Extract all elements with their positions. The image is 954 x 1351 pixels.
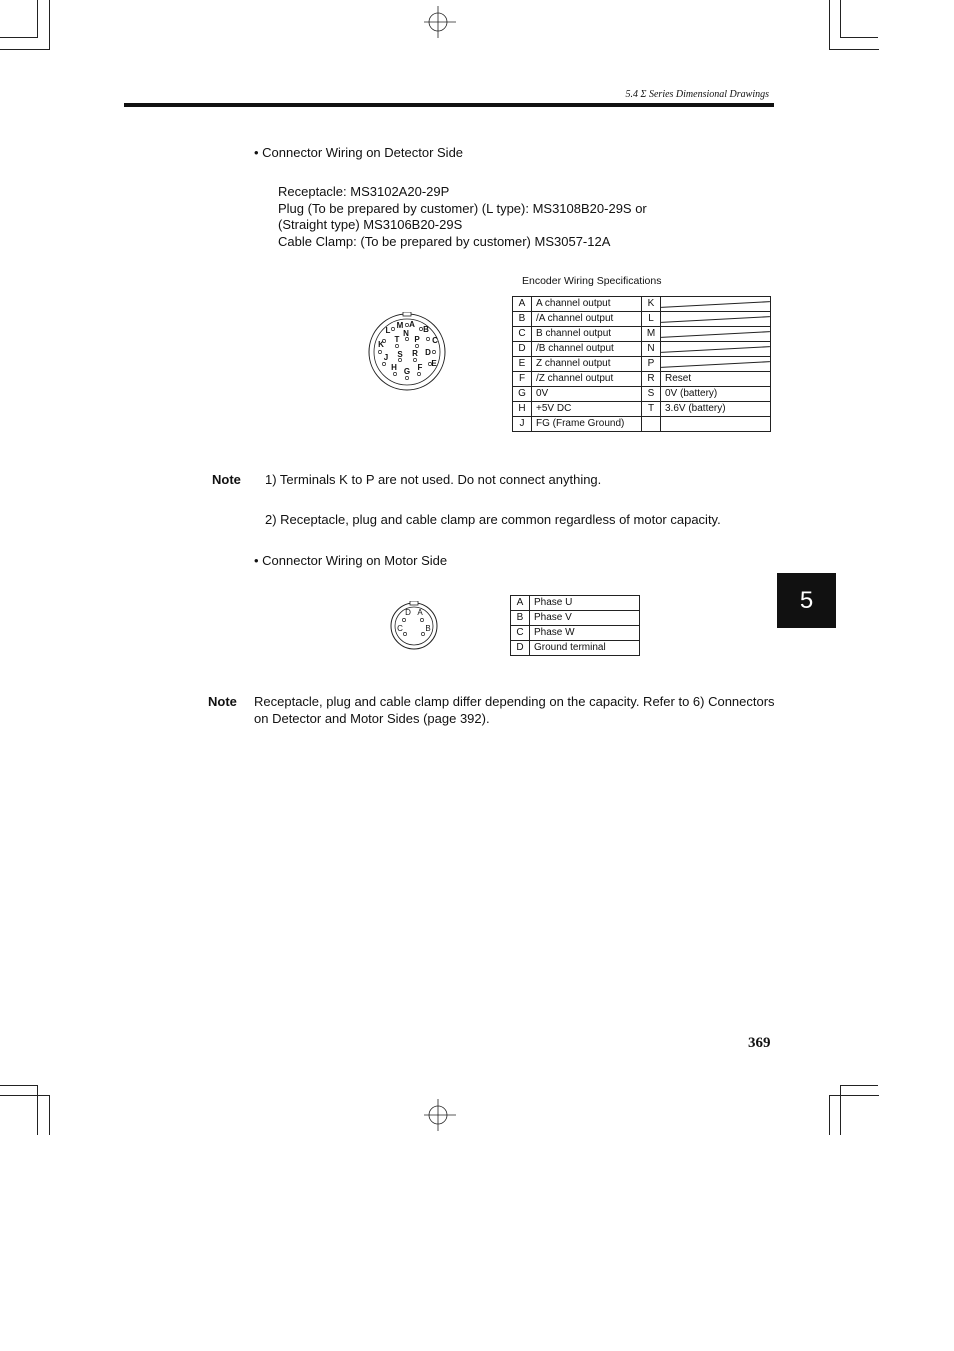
pin-label: H xyxy=(391,363,397,372)
crop-mark xyxy=(49,0,50,50)
detector-line: Cable Clamp: (To be prepared by customer) MS3057-12A xyxy=(278,234,611,249)
signal-cell: Phase V xyxy=(530,611,640,626)
pin-cell: D xyxy=(511,641,530,656)
pin-label: C xyxy=(397,624,403,633)
signal-cell: B channel output xyxy=(532,327,642,342)
crop-mark xyxy=(0,49,50,50)
crop-mark xyxy=(0,37,38,38)
signal-cell: +5V DC xyxy=(532,402,642,417)
signal-cell xyxy=(661,297,771,312)
pin-cell: A xyxy=(513,297,532,312)
motor-connector-diagram xyxy=(388,601,440,651)
table-title: Encoder Wiring Specifications xyxy=(522,275,662,287)
pin-cell xyxy=(642,417,661,432)
pin-cell: J xyxy=(513,417,532,432)
table-row xyxy=(513,342,771,357)
pin-label: S xyxy=(397,350,403,359)
pin-label: C xyxy=(432,336,438,345)
pin-label: P xyxy=(414,335,420,344)
signal-cell: 3.6V (battery) xyxy=(661,402,771,417)
detector-connector-diagram xyxy=(366,312,448,392)
signal-cell: Ground terminal xyxy=(530,641,640,656)
table-row xyxy=(511,641,640,656)
pin-cell: C xyxy=(511,626,530,641)
pin-cell: M xyxy=(642,327,661,342)
pin-label: B xyxy=(423,325,429,334)
pin-label: F xyxy=(417,363,423,372)
note-label: Note xyxy=(212,472,241,487)
pin-label: A xyxy=(417,608,423,617)
table-row xyxy=(513,417,771,432)
table-row xyxy=(511,626,640,641)
pin-cell: R xyxy=(642,372,661,387)
signal-cell: Phase U xyxy=(530,596,640,611)
table-row xyxy=(511,611,640,626)
crop-mark xyxy=(49,1095,50,1135)
detector-line: (Straight type) MS3106B20-29S xyxy=(278,217,463,232)
crop-mark xyxy=(829,1095,879,1096)
pin-cell: S xyxy=(642,387,661,402)
signal-cell: Z channel output xyxy=(532,357,642,372)
pin-cell: A xyxy=(511,596,530,611)
crop-mark xyxy=(840,1085,841,1135)
pin-label: B xyxy=(425,624,431,633)
pin-cell: T xyxy=(642,402,661,417)
crop-mark xyxy=(37,1085,38,1135)
pin-cell: D xyxy=(513,342,532,357)
pin-label: K xyxy=(378,340,384,349)
table-row xyxy=(511,596,640,611)
signal-cell: /B channel output xyxy=(532,342,642,357)
table-row xyxy=(513,312,771,327)
pin-cell: E xyxy=(513,357,532,372)
page-number: 369 xyxy=(748,1035,771,1051)
crop-mark xyxy=(829,49,879,50)
pin-label: N xyxy=(403,329,409,338)
pin-cell: H xyxy=(513,402,532,417)
pin-label: R xyxy=(412,349,418,358)
motor-wiring-table xyxy=(510,595,640,656)
pin-cell: L xyxy=(642,312,661,327)
crop-mark xyxy=(0,1085,38,1086)
pin-label: A xyxy=(409,320,415,329)
note-item: 1) Terminals K to P are not used. Do not connect anything. xyxy=(265,472,602,487)
signal-cell: /Z channel output xyxy=(532,372,642,387)
signal-cell: /A channel output xyxy=(532,312,642,327)
pin-cell: G xyxy=(513,387,532,402)
chapter-tab: 5 xyxy=(777,573,836,628)
crop-mark xyxy=(37,0,38,38)
table-row xyxy=(513,402,771,417)
pin-label: M xyxy=(396,321,404,330)
note-line: Receptacle, plug and cable clamp differ depending on the capacity. Refer to 6) Connectors xyxy=(254,694,775,709)
table-row xyxy=(513,372,771,387)
crop-mark xyxy=(0,1095,50,1096)
signal-cell: FG (Frame Ground) xyxy=(532,417,642,432)
pin-label: G xyxy=(403,367,411,376)
pin-label: J xyxy=(383,353,389,362)
signal-cell: 0V xyxy=(532,387,642,402)
registration-mark-icon xyxy=(424,6,456,38)
pin-cell: F xyxy=(513,372,532,387)
pin-cell: N xyxy=(642,342,661,357)
pin-label: D xyxy=(425,348,431,357)
signal-cell: 0V (battery) xyxy=(661,387,771,402)
note-label: Note xyxy=(208,694,237,709)
table-row xyxy=(513,387,771,402)
crop-mark xyxy=(840,37,878,38)
header-rule xyxy=(124,103,774,107)
signal-cell xyxy=(661,312,771,327)
crop-mark xyxy=(840,1085,878,1086)
detector-line: Plug (To be prepared by customer) (L type): MS3108B20-29S or xyxy=(278,201,647,216)
pin-cell: B xyxy=(513,312,532,327)
table-row xyxy=(513,357,771,372)
table-row xyxy=(513,297,771,312)
pin-label: L xyxy=(385,326,391,335)
crop-mark xyxy=(829,0,830,50)
pin-cell: K xyxy=(642,297,661,312)
pin-cell: C xyxy=(513,327,532,342)
note-item: 2) Receptacle, plug and cable clamp are common regardless of motor capacity. xyxy=(265,512,721,527)
pin-cell: P xyxy=(642,357,661,372)
running-header: 5.4 Σ Series Dimensional Drawings xyxy=(625,89,769,100)
signal-cell xyxy=(661,417,771,432)
table-row xyxy=(513,327,771,342)
motor-heading: • Connector Wiring on Motor Side xyxy=(254,553,448,568)
encoder-wiring-table xyxy=(512,296,771,432)
crop-mark xyxy=(840,0,841,38)
signal-cell xyxy=(661,327,771,342)
pin-cell: B xyxy=(511,611,530,626)
pin-label: T xyxy=(394,335,400,344)
pin-label: E xyxy=(431,359,437,368)
registration-mark-icon xyxy=(424,1099,456,1131)
crop-mark xyxy=(829,1095,830,1135)
signal-cell: Phase W xyxy=(530,626,640,641)
signal-cell: A channel output xyxy=(532,297,642,312)
note-line: on Detector and Motor Sides (page 392). xyxy=(254,711,490,726)
detector-heading: • Connector Wiring on Detector Side xyxy=(254,145,464,160)
pin-label: D xyxy=(405,608,411,617)
detector-line: Receptacle: MS3102A20-29P xyxy=(278,184,450,199)
signal-cell: Reset xyxy=(661,372,771,387)
signal-cell xyxy=(661,357,771,372)
signal-cell xyxy=(661,342,771,357)
